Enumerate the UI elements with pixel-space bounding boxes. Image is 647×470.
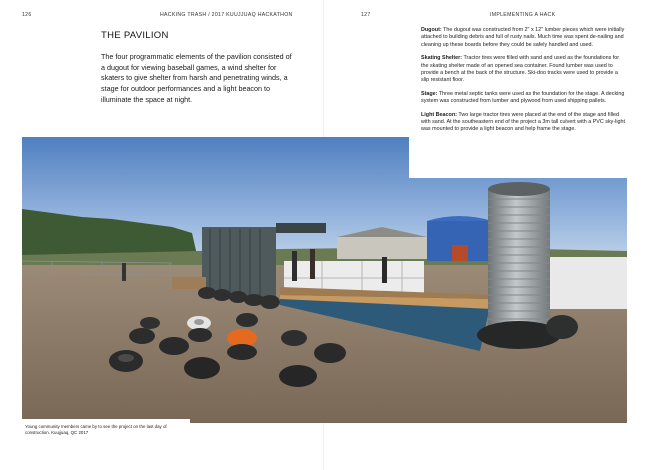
pavilion-elements-list	[421, 27, 627, 140]
beacon-tire-small	[546, 315, 578, 339]
element-text: Tractor tires were filled with sand and used as the foundations for the skating shelter made of an opened sea container. Found lumber was used to provide a bench at the back of the structure. Ski-doo tracks were used to provide a slip resistant floor.	[421, 55, 620, 84]
left-running-title: HACKING TRASH / 2017 KUUJJUAQ HACKATHON	[160, 12, 293, 18]
element-term: Dugout:	[421, 27, 442, 33]
person-3	[382, 257, 387, 283]
white-fence-right	[547, 257, 627, 309]
text-panel-overlap	[409, 137, 627, 178]
container-roof	[276, 223, 326, 233]
element-term: Stage:	[421, 90, 438, 97]
pavilion-photo-illustration	[22, 137, 627, 423]
intro-paragraph: The four programmatic elements of the pavilion consisted of a dugout for viewing baseball games, a wind shelter for skaters to give shelter from harsh and penetrating winds, a stage for outdoor performances and a light beacon to illuminate the space at night.	[101, 52, 292, 104]
lumber-bench	[172, 277, 206, 289]
left-page-number: 126	[22, 12, 32, 18]
element-item	[421, 91, 627, 106]
culvert-skylight	[488, 182, 550, 196]
photo-caption: Young community members came by to see the project on the last day of construction. Kuujjuaq, QC 2017	[25, 424, 167, 435]
right-page-number: 127	[361, 12, 371, 18]
right-running-title: IMPLEMENTING A HACK	[490, 12, 556, 18]
element-item	[421, 112, 627, 134]
element-text: Two large tractor tires were placed at the end of the stage and filled with sand. At the southeastern end of the project a 3m tall culvert with a PVC sky-light was mounted to provide a light beacon and help frame the stage.	[421, 111, 626, 133]
element-term: Light Beacon:	[421, 111, 457, 118]
caption-panel-overlap	[22, 419, 190, 423]
element-item	[421, 55, 627, 85]
person-1	[292, 251, 297, 281]
blue-building-door	[452, 245, 468, 261]
element-item	[421, 27, 627, 49]
distant-building	[337, 237, 427, 259]
element-text: The dugout was constructed from 2" x 12" lumber pieces which were initially attached to building debris and full of rusty nails. Much time was spent de-nailing and cleaning up these boards before they could be safely handled and used.	[421, 27, 625, 48]
culvert-light-beacon	[488, 189, 550, 331]
pavilion-photo	[22, 137, 627, 423]
element-text: Three metal septic tanks were used as the foundation for the stage. A decking system was constructed from lumber and plywood from used shipping pallets.	[421, 90, 625, 105]
person-2	[310, 249, 315, 279]
sea-container	[202, 227, 276, 297]
person-4	[122, 263, 126, 281]
section-title: THE PAVILION	[101, 30, 169, 41]
element-term: Skating Shelter:	[421, 55, 463, 62]
